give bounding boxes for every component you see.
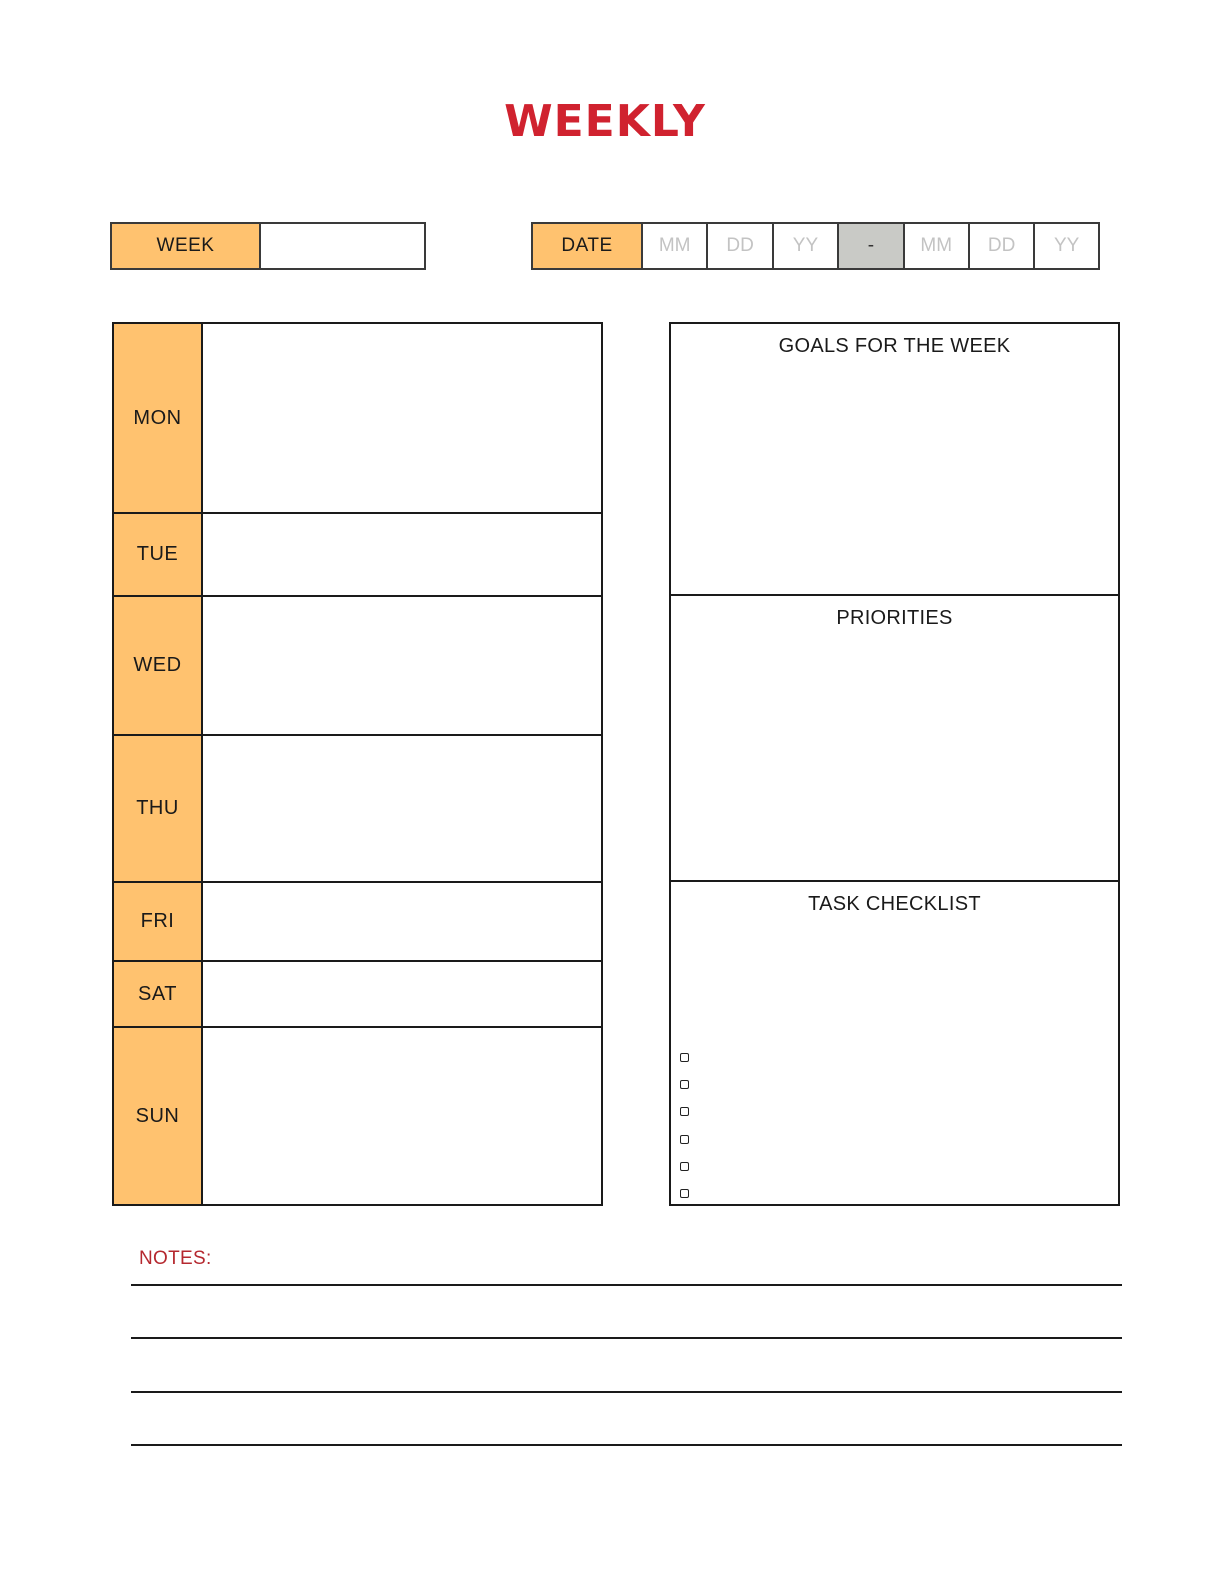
start-day-field[interactable]: DD xyxy=(708,224,773,268)
date-bar xyxy=(531,222,1100,270)
start-year-field[interactable]: YY xyxy=(774,224,839,268)
start-month-field[interactable]: MM xyxy=(643,224,708,268)
day-notes-area[interactable] xyxy=(203,1028,601,1204)
task-checklist-section xyxy=(671,882,1118,1204)
notes-line[interactable] xyxy=(131,1337,1122,1339)
day-notes-area[interactable] xyxy=(203,324,601,512)
weekly-overview-panel xyxy=(669,322,1120,1206)
day-row-fri xyxy=(114,883,601,962)
notes-line[interactable] xyxy=(131,1284,1122,1286)
priorities-heading: PRIORITIES xyxy=(836,607,953,629)
day-row-sun xyxy=(114,1028,601,1204)
priorities-section[interactable] xyxy=(671,596,1118,882)
notes-line[interactable] xyxy=(131,1391,1122,1393)
day-label: FRI xyxy=(114,883,203,960)
day-label: WED xyxy=(114,597,203,734)
day-notes-area[interactable] xyxy=(203,883,601,960)
day-row-sat xyxy=(114,962,601,1028)
date-range-separator: - xyxy=(839,224,904,268)
checkbox[interactable] xyxy=(680,1080,689,1089)
checkbox[interactable] xyxy=(680,1189,689,1198)
end-year-field[interactable]: YY xyxy=(1053,235,1080,256)
checkbox[interactable] xyxy=(680,1135,689,1144)
task-checklist-heading: TASK CHECKLIST xyxy=(808,893,981,915)
goals-heading: GOALS FOR THE WEEK xyxy=(778,335,1011,357)
task-checklist xyxy=(680,1044,689,1207)
notes-label: NOTES: xyxy=(139,1248,212,1269)
notes-line[interactable] xyxy=(131,1444,1122,1446)
checklist-item xyxy=(680,1098,689,1125)
day-label: TUE xyxy=(114,514,203,595)
checklist-item xyxy=(680,1071,689,1098)
day-notes-area[interactable] xyxy=(203,962,601,1026)
checkbox[interactable] xyxy=(680,1107,689,1116)
page-title: WEEKLY xyxy=(504,96,706,147)
week-label: WEEK xyxy=(112,224,261,268)
end-day-field[interactable]: DD xyxy=(970,224,1035,268)
checkbox[interactable] xyxy=(680,1162,689,1171)
checkbox[interactable] xyxy=(680,1053,689,1062)
day-row-wed xyxy=(114,597,601,736)
end-month-field[interactable]: MM xyxy=(905,224,970,268)
day-row-thu xyxy=(114,736,601,883)
day-label: MON xyxy=(114,324,203,512)
day-notes-area[interactable] xyxy=(203,514,601,595)
day-label: SAT xyxy=(114,962,203,1026)
checklist-item xyxy=(680,1126,689,1153)
day-planner xyxy=(112,322,603,1206)
checklist-item xyxy=(680,1180,689,1207)
goals-section[interactable] xyxy=(671,324,1118,596)
date-label: DATE xyxy=(533,224,643,268)
day-notes-area[interactable] xyxy=(203,597,601,734)
checklist-item xyxy=(680,1044,689,1071)
day-label: SUN xyxy=(114,1028,203,1204)
week-bar xyxy=(110,222,426,270)
checklist-item xyxy=(680,1153,689,1180)
day-row-mon xyxy=(114,324,601,514)
day-label: THU xyxy=(114,736,203,881)
day-notes-area[interactable] xyxy=(203,736,601,881)
day-row-tue xyxy=(114,514,601,597)
week-input[interactable] xyxy=(261,224,424,268)
